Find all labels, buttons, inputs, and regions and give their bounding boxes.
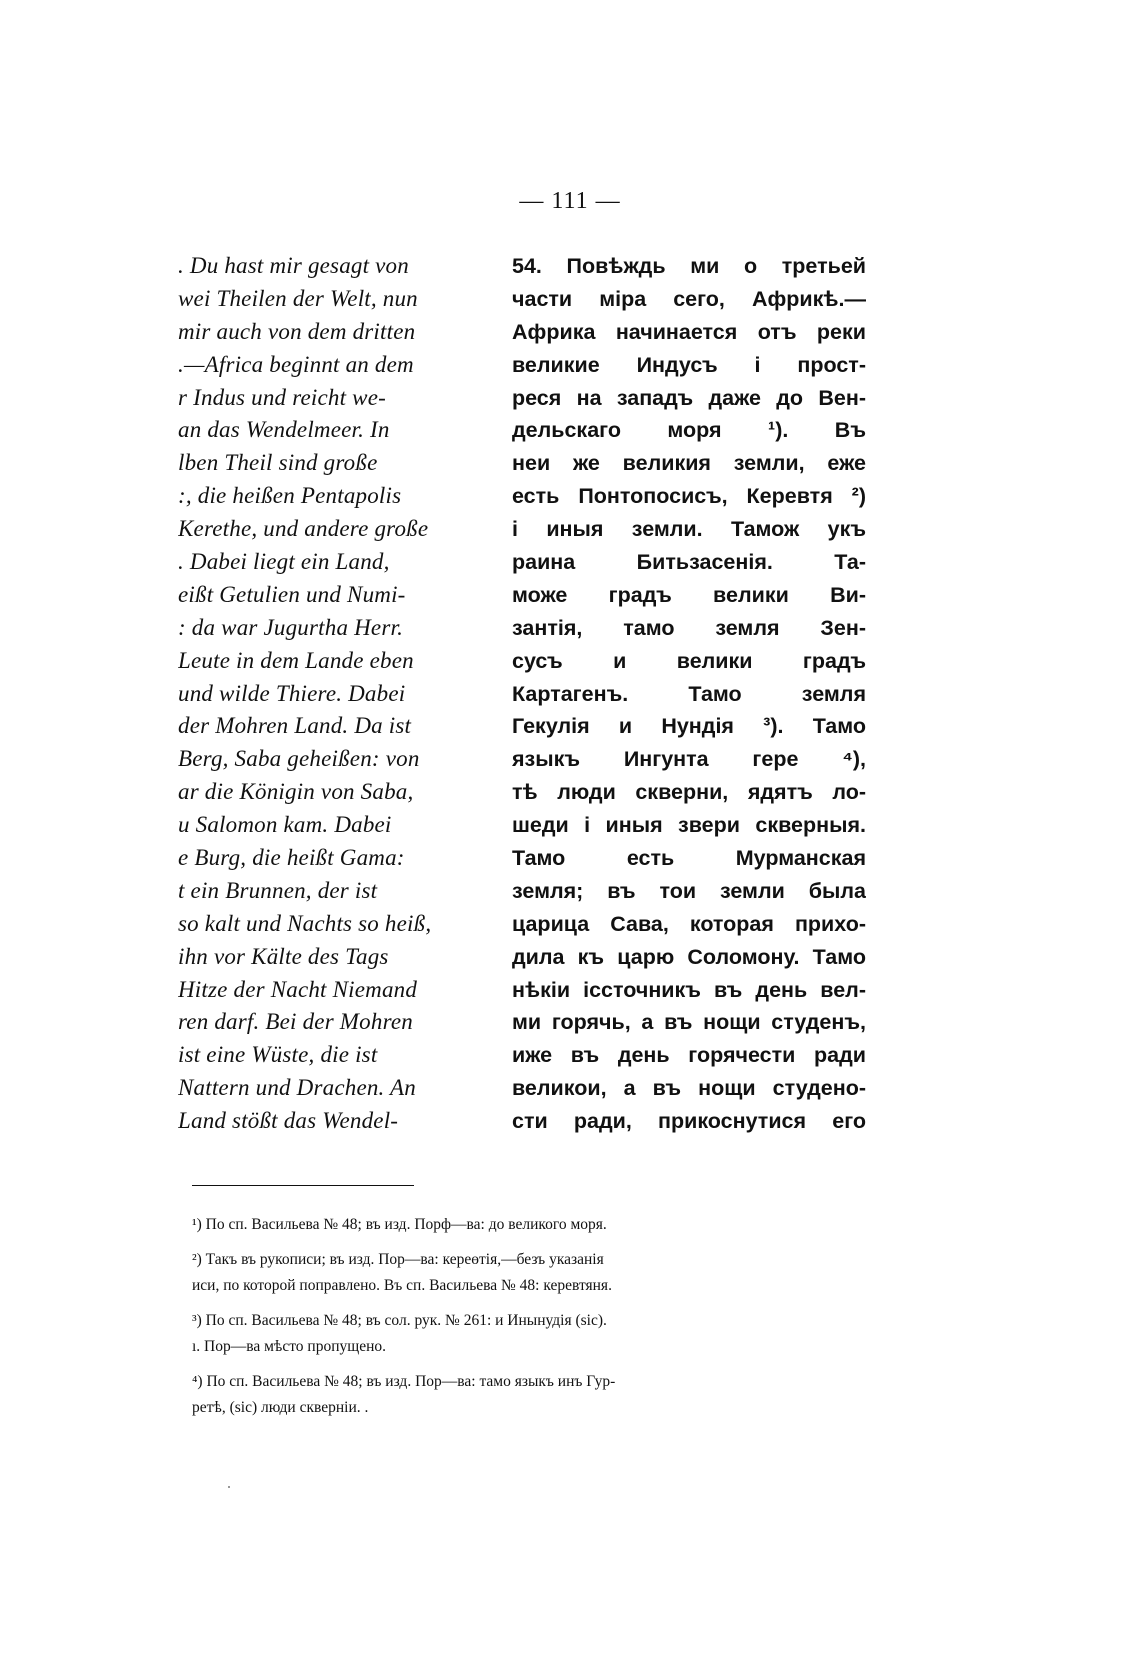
german-line: lben Theil sind große	[178, 450, 378, 476]
footnote-3-line: ı. Пор—ва мѣсто пропущено.	[192, 1338, 386, 1355]
russian-line: части міра сего, Африкѣ.—	[512, 286, 866, 311]
russian-line: зантія, тамо земля Зен-	[512, 615, 866, 640]
russian-line: неи же великия земли, еже	[512, 451, 866, 476]
german-line: wei Theilen der Welt, nun	[178, 285, 418, 311]
russian-line: Тамо есть Мурманская	[512, 846, 866, 871]
russian-line: есть Понтопосисъ, Керевтя ²)	[512, 484, 866, 509]
page-number: — 111 —	[519, 188, 621, 214]
russian-line: реся на западъ даже до Вен-	[512, 385, 866, 410]
german-line: : da war Jugurtha Herr.	[178, 614, 404, 640]
russian-line: тѣ люди скверни, ядятъ ло-	[512, 780, 866, 805]
russian-line: дельскаго моря ¹). Въ	[512, 418, 866, 443]
german-line: Nattern und Drachen. An	[178, 1075, 416, 1101]
russian-line: шеди і иныя звери скверныя.	[512, 813, 866, 838]
german-line: ihn vor Kälte des Tags	[178, 943, 389, 969]
german-line: .—Africa beginnt an dem	[178, 351, 414, 377]
russian-line: дила къ царю Соломону. Тамо	[512, 944, 866, 969]
german-line: eißt Getulien und Numi-	[178, 581, 406, 607]
footnote-1-line: ¹) По сп. Васильева № 48; въ изд. Порф—ва: до великого моря.	[192, 1216, 607, 1233]
german-line: :, die heißen Pentapolis	[178, 483, 402, 509]
russian-line: 54. Повѣждь ми о третьей	[512, 254, 866, 278]
russian-line: Картагенъ. Тамо земля	[512, 681, 866, 706]
footnote-3-line: ³) По сп. Васильева № 48; въ сол. рук. № 261: и Инынудія (sic).	[192, 1311, 607, 1329]
russian-line: великои, а въ нощи студено-	[512, 1076, 866, 1101]
german-line: Leute in dem Lande eben	[178, 647, 414, 673]
german-line: e Burg, die heißt Gama:	[178, 845, 405, 871]
german-text-column	[178, 250, 504, 1138]
russian-text-column	[512, 250, 866, 1138]
russian-line: великие Индусъ і прост-	[512, 352, 866, 377]
russian-line: царица Сава, которая прихо-	[512, 911, 866, 936]
russian-line: сти ради, прикоснутися его	[512, 1109, 866, 1134]
footnote-4-line: ⁴) По сп. Васильева № 48; въ изд. Пор—ва: тамо языкъ инъ Гур-	[192, 1372, 616, 1390]
german-line: der Mohren Land. Da ist	[178, 713, 412, 739]
russian-line: иже въ день горячести ради	[512, 1043, 866, 1068]
german-line: u Salomon kam. Dabei	[178, 812, 392, 838]
footnote-2-line: ²) Такъ въ рукописи; въ изд. Пор—ва: кереөтія,—безъ указанія	[192, 1250, 604, 1268]
german-line: t ein Brunnen, der ist	[178, 877, 378, 903]
russian-line: і иныя земли. Тамож укъ	[512, 517, 866, 542]
german-line: so kalt und Nachts so heiß,	[178, 910, 432, 936]
german-line: Berg, Saba geheißen: von	[178, 746, 420, 772]
russian-line: може градъ велики Ви-	[512, 582, 866, 607]
german-line: Hitze der Nacht Niemand	[178, 976, 418, 1002]
footnote-2-line: иси, по которой поправлено. Въ сп. Васильева № 48: керевтяня.	[192, 1277, 612, 1294]
german-line: . Dabei liegt ein Land,	[178, 549, 390, 575]
german-line: r Indus und reicht we-	[178, 384, 386, 410]
russian-line: земля; въ тои земли была	[512, 878, 866, 903]
german-line: Land stößt das Wendel-	[178, 1108, 399, 1134]
russian-line: сусъ и велики градъ	[512, 648, 866, 673]
russian-line: ми горячь, а въ нощи студенъ,	[512, 1010, 866, 1035]
russian-line: Гекулія и Нундія ³). Тамо	[512, 714, 866, 739]
russian-line: языкъ Ингунта гере ⁴),	[512, 747, 866, 772]
german-line: Kerethe, und andere große	[178, 516, 429, 542]
scan-speck	[228, 1486, 230, 1488]
german-line: an das Wendelmeer. In	[178, 417, 390, 443]
footnote-4-line: ретѣ, (sic) люди скверніи. .	[192, 1399, 369, 1416]
german-line: und wilde Thiere. Dabei	[178, 680, 406, 706]
russian-line: нѣкіи іссточникъ въ день вел-	[512, 977, 866, 1002]
footnotes	[192, 1212, 868, 1422]
german-line: . Du hast mir gesagt von	[178, 253, 409, 278]
german-line: ist eine Wüste, die ist	[178, 1042, 378, 1068]
german-line: ren darf. Bei der Mohren	[178, 1009, 413, 1035]
german-line: mir auch von dem dritten	[178, 318, 416, 344]
russian-line: Африка начинается отъ реки	[512, 319, 866, 344]
russian-line: раина Битьзасенія. Та-	[512, 550, 866, 575]
german-line: ar die Königin von Saba,	[178, 779, 414, 805]
footnote-separator	[192, 1185, 414, 1186]
